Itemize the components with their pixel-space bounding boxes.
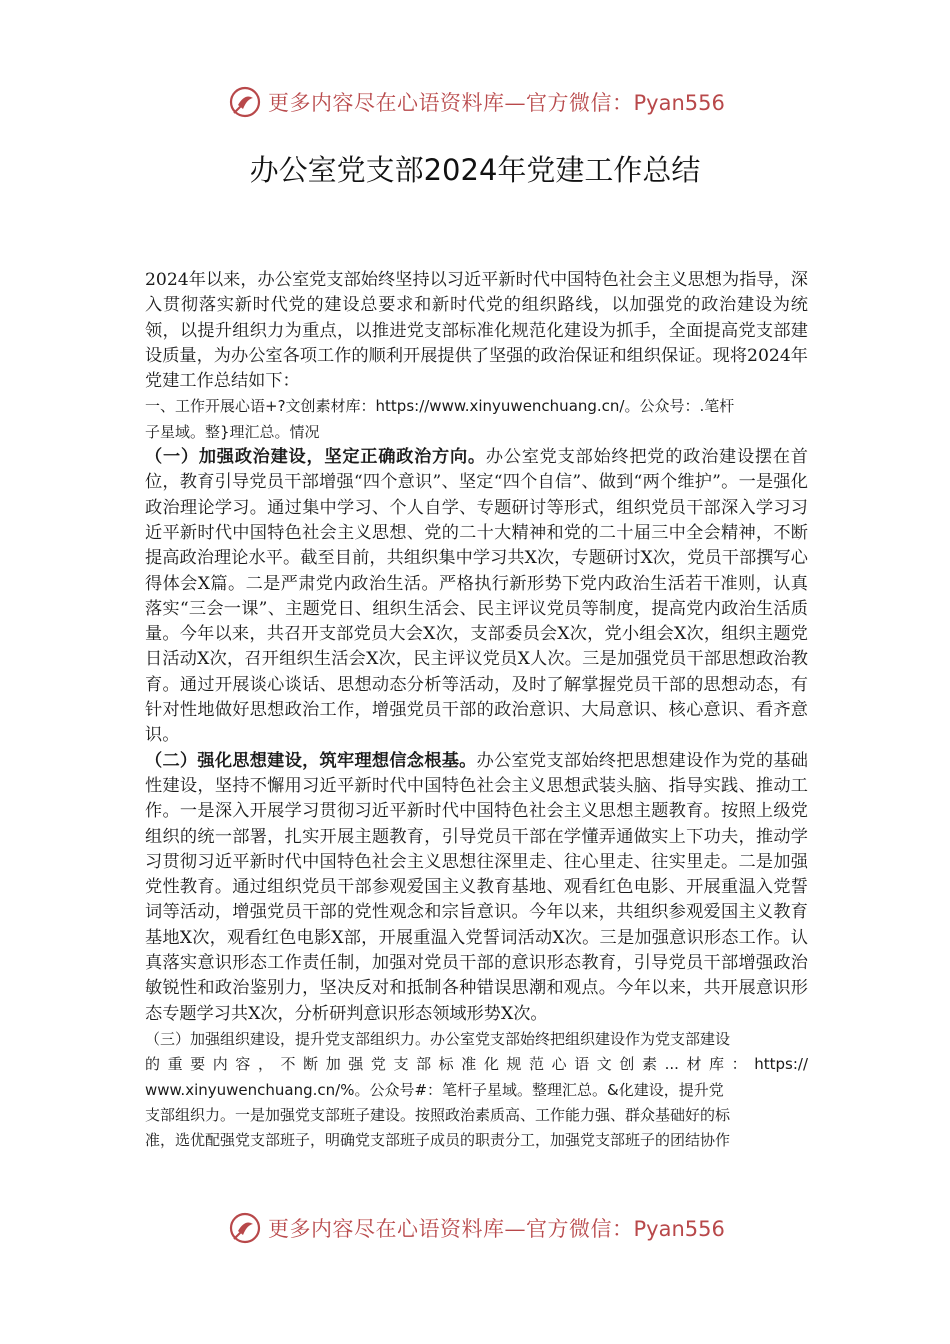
- section-heading-1-line-1: 一、工作开展心语+?文创素材库：https://www.xinyuwenchuang.cn/。公众号：.笔杆: [145, 397, 735, 416]
- banner-wechat-id: Pyan556: [633, 91, 725, 115]
- subsection-organization-line-5: 准，选优配强党支部班子，明确党支部班子成员的职责分工，加强党支部班子的团结协作: [145, 1131, 731, 1150]
- subsection-political-paragraph: [145, 445, 808, 749]
- section-heading-1-line-2: 子星域。整}理汇总。情况: [145, 422, 320, 441]
- header-watermark-banner: [228, 82, 728, 122]
- footer-watermark-banner: [228, 1208, 728, 1248]
- subsection-organization-line-4: 支部组织力。一是加强党支部班子建设。按照政治素质高、工作能力强、群众基础好的标: [145, 1105, 731, 1124]
- banner-text: 更多内容尽在心语资料库—官方微信：Pyan556: [268, 91, 725, 115]
- subsection-ideology-paragraph: [145, 749, 808, 1027]
- subsection-organization-line-1: （三）加强组织建设，提升党支部组织力。办公室党支部始终把组织建设作为党支部建设: [145, 1029, 731, 1048]
- subsection-ideology-body: 办公室党支部始终把思想建设作为党的基础性建设，坚持不懈用习近平新时代中国特色社会主义思想武装头脑、指导实践、推动工作。一是深入开展学习贯彻习近平新时代中国特色社会主义思想主题教育。按照上级党组织的统一部署，扎实开展主题教育，引导党员干部在学懂弄通做实上下功夫，推动学习贯彻习近平新时代中国特色社会主义思想往深里走、往心里走、往实里走。二是加强党性教育。通过组织党员干部参观爱国主义教育基地、观看红色电影、开展重温入党誓词等活动，增强党员干部的党性观念和宗旨意识。今年以来，共组织参观爱国主义教育基地X次，观看红色电影X部，开展重温入党誓词活动X次。三是加强意识形态工作。认真落实意识形态工作责任制，加强对党员干部的意识形态教育，引导党员干部增强政治敏锐性和政治鉴别力，坚决反对和抵制各种错误思潮和观点。今年以来，共开展意识形态专题学习共X次，分析研判意识形态领域形势X次。: [145, 750, 808, 1024]
- logo-icon: [228, 1211, 262, 1245]
- subsection-political-lead: （一）加强政治建设，坚定正确政治方向。: [145, 447, 486, 468]
- subsection-organization-line-3: www.xinyuwenchuang.cn/%。公众号#：笔杆子星域。整理汇总。&化建设，提升党: [145, 1080, 724, 1099]
- banner-text: 更多内容尽在心语资料库—官方微信：Pyan556: [268, 1217, 725, 1241]
- subsection-organization-line-2: 的重要内容，不断加强党支部标准化规范心语文创素...材库：https://: [145, 1055, 808, 1074]
- intro-paragraph: 2024年以来，办公室党支部始终坚持以习近平新时代中国特色社会主义思想为指导，深入贯彻落实新时代党的建设总要求和新时代党的组织路线，以加强党的政治建设为统领，以提升组织力为重点，以推进党支部标准化规范化建设为抓手，全面提高党支部建设质量，为办公室各项工作的顺利开展提供了坚强的政治保证和组织保证。现将2024年党建工作总结如下：: [145, 270, 808, 392]
- subsection-political-body: 办公室党支部始终把党的政治建设摆在首位，教育引导党员干部增强“四个意识”、坚定“四个自信”、做到“两个维护”。一是强化政治理论学习。通过集中学习、个人自学、专题研讨等形式，组织党员干部深入学习习近平新时代中国特色社会主义思想、党的二十大精神和党的二十届三中全会精神，不断提高政治理论水平。截至目前，共组织集中学习共X次，专题研讨X次，党员干部撰写心得体会X篇。二是严肃党内政治生活。严格执行新形势下党内政治生活若干准则，认真落实“三会一课”、主题党日、组织生活会、民主评议党员等制度，提高党内政治生活质量。今年以来，共召开支部党员大会X次，支部委员会X次，党小组会X次，组织主题党日活动X次，召开组织生活会X次，民主评议党员X人次。三是加强党员干部思想政治教育。通过开展谈心谈话、思想动态分析等活动，及时了解掌握党员干部的思想动态，有针对性地做好思想政治工作，增强党员干部的政治意识、大局意识、核心意识、看齐意识。: [145, 447, 808, 746]
- document-body: [145, 268, 808, 1153]
- logo-icon: [228, 85, 262, 119]
- subsection-ideology-lead: （二）强化思想建设，筑牢理想信念根基。: [145, 750, 477, 771]
- page-title: 办公室党支部2024年党建工作总结: [249, 153, 701, 187]
- banner-wechat-id: Pyan556: [633, 1217, 725, 1241]
